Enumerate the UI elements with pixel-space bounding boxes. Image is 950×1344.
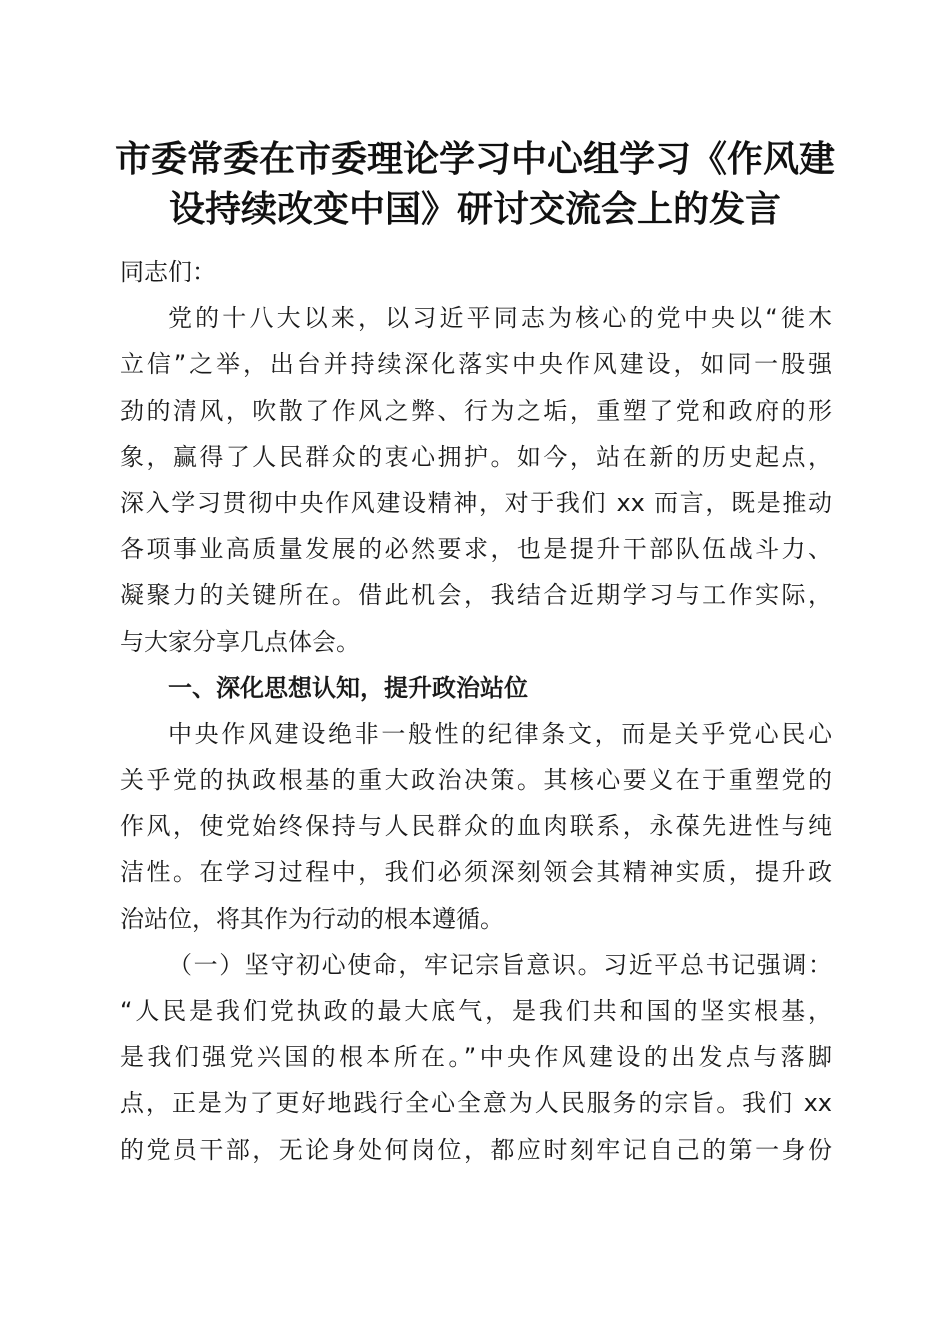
section-heading-1: 一、深化思想认知，提升政治站位 — [168, 673, 528, 702]
paragraph-1-line: 象，赢得了人民群众的衷心拥护。如今，站在新的历史起点， — [120, 442, 832, 471]
paragraph-3-line: 是我们强党兴国的根本所在。”中央作风建设的出发点与落脚 — [120, 1043, 832, 1072]
document-title — [100, 134, 850, 234]
paragraph-1-line: 党的十八大以来，以习近平同志为核心的党中央以“徙木 — [168, 304, 832, 333]
document-body — [120, 249, 832, 1173]
paragraph-3-line: “人民是我们党执政的最大底气，是我们共和国的坚实根基， — [120, 997, 832, 1025]
paragraph-1-line: 深入学习贯彻中央作风建设精神，对于我们 xx 而言，既是推动 — [120, 488, 832, 517]
paragraph-1-line: 与大家分享几点体会。 — [120, 627, 360, 656]
paragraph-2-line: 中央作风建设绝非一般性的纪律条文，而是关乎党心民心 — [168, 719, 832, 748]
paragraph-1-line: 各项事业高质量发展的必然要求，也是提升干部队伍战斗力、 — [120, 535, 832, 564]
paragraph-3-line: 点，正是为了更好地践行全心全意为人民服务的宗旨。我们 xx — [120, 1089, 832, 1118]
title-line: 市委常委在市委理论学习中心组学习《作风建 — [114, 138, 835, 180]
paragraph-1-line: 劲的清风，吹散了作风之弊、行为之垢，重塑了党和政府的形 — [120, 396, 832, 425]
paragraph-2-line: 作风，使党始终保持与人民群众的血肉联系，永葆先进性与纯 — [120, 812, 832, 841]
paragraph-3-line: （一）坚守初心使命，牢记宗旨意识。习近平总书记强调： — [168, 950, 832, 979]
paragraph-1-line: 立信”之举，出台并持续深化落实中央作风建设，如同一股强 — [120, 350, 832, 379]
paragraph-2-line: 洁性。在学习过程中，我们必须深刻领会其精神实质，提升政 — [120, 858, 832, 887]
paragraph-1-line: 凝聚力的关键所在。借此机会，我结合近期学习与工作实际， — [120, 581, 832, 610]
paragraph-2-line: 关乎党的执政根基的重大政治决策。其核心要义在于重塑党的 — [120, 766, 832, 795]
title-line: 设持续改变中国》研讨交流会上的发言 — [168, 188, 781, 230]
salutation: 同志们： — [120, 258, 216, 286]
paragraph-2-line: 治站位，将其作为行动的根本遵循。 — [120, 904, 504, 933]
paragraph-3-line: 的党员干部，无论身处何岗位，都应时刻牢记自己的第一身份 — [120, 1135, 832, 1164]
